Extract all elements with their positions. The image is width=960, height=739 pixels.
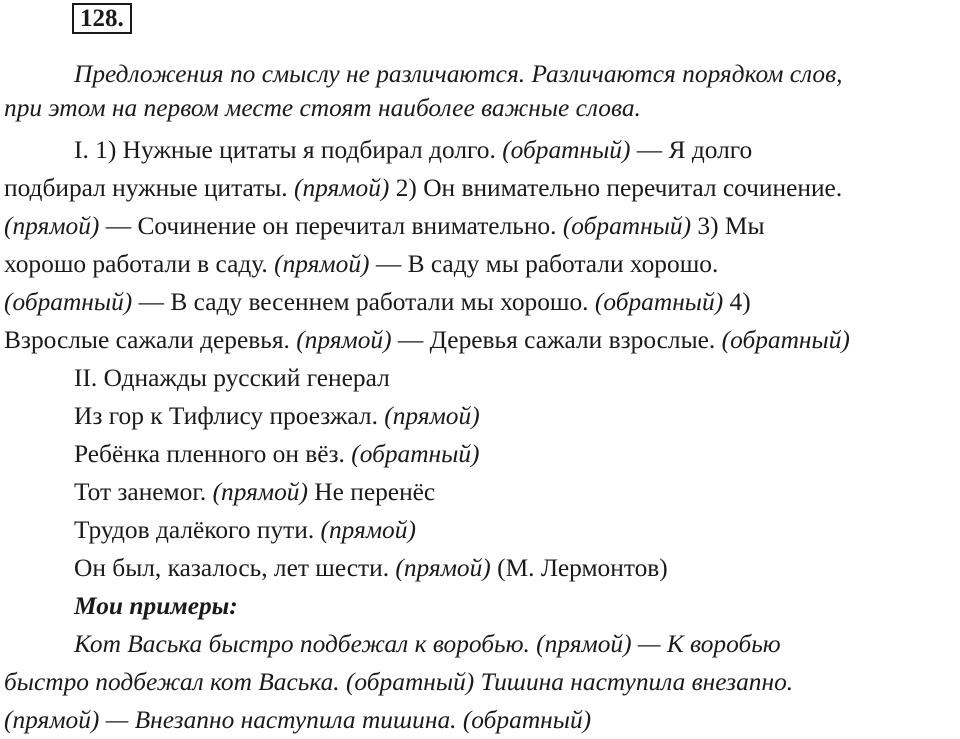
my-examples-line-1: Кот Васька быстро подбежал к воробью. (прямой) — К воробью [74,630,781,658]
part1-line-2-text-c: 2) Он внимательно перечитал сочинение. [389,174,843,202]
part1-line-4-text-a: хорошо работали в саду. [4,250,275,278]
part2-line-2 [74,399,480,433]
part1-line-4 [4,247,718,281]
part2-line-1 [74,361,390,395]
intro-line-1: Предложения по смыслу не различаются. Различаются порядком слов, [74,60,843,88]
part1-line-2 [4,171,842,205]
part1-line-3 [4,209,765,243]
part1-line-1-text-c: — Я долго [630,136,753,164]
part1-line-3-text-d: 3) Мы [691,212,765,240]
part2-line-5-label-b: (прямой) [320,516,416,544]
part2-line-1-text-a: II. Однажды русский генерал [74,364,390,392]
my-examples-line-3: (прямой) — Внезапно наступила тишина. (обратный) [4,706,592,734]
part1-line-1-text-a: I. 1) Нужные цитаты я подбирал долго. [74,136,503,164]
part2-line-3-label-b: (обратный) [351,440,480,468]
part2-line-4 [74,475,435,509]
part1-line-6-text-c: — Деревья сажали взрослые. [391,326,722,354]
part2-line-2-text-a: Из гор к Тифлису проезжал. [74,402,385,430]
part1-line-5-label-a: (обратный) [4,288,133,316]
part2-line-5-text-a: Трудов далёкого пути. [74,516,321,544]
part2-line-6-text-c: (М. Лермонтов) [490,554,668,582]
part1-line-3-text-b: — Сочинение он перечитал внимательно. [99,212,563,240]
part1-line-4-label-b: (прямой) [274,250,370,278]
part2-line-4-text-a: Тот занемог. [74,478,213,506]
part2-line-5 [74,513,416,547]
part1-line-3-label-a: (прямой) [4,212,100,240]
part2-line-3-text-a: Ребёнка пленного он вёз. [74,440,352,468]
part1-line-6-label-b: (прямой) [296,326,392,354]
part1-line-2-label-b: (прямой) [293,174,390,202]
part1-line-6-text-a: Взрослые сажали деревья. [4,326,297,354]
part2-line-4-text-c: Не перенёс [307,478,436,506]
my-examples-heading: Мои примеры: [74,592,238,620]
exercise-number: 128. [80,5,124,32]
part1-line-3-label-c: (обратный) [562,212,692,240]
part1-line-1-label-b: (обратный) [502,136,631,164]
part2-line-6-label-b: (прямой) [395,554,491,582]
part1-line-2-text-a: подбирал нужные цитаты. [4,174,294,202]
part2-line-2-label-b: (прямой) [384,402,480,430]
part1-line-1 [74,133,752,167]
part1-line-5-text-d: 4) [723,288,751,316]
part2-line-4-label-b: (прямой) [212,478,308,506]
exercise-number-box [72,3,132,34]
my-examples-line-2: быстро подбежал кот Васька. (обратный) Тишина наступила внезапно. [4,668,794,696]
part1-line-6 [4,323,850,357]
part2-line-6 [74,551,668,585]
part2-line-6-text-a: Он был, казалось, лет шести. [74,554,396,582]
part2-line-3 [74,437,480,471]
part1-line-5 [4,285,751,319]
part1-line-6-label-d: (обратный) [721,326,850,354]
part1-line-5-label-c: (обратный) [594,288,724,316]
intro-line-2: при этом на первом месте стоят наиболее важные слова. [4,94,641,122]
part1-line-4-text-c: — В саду мы работали хорошо. [369,250,719,278]
part1-line-5-text-b: — В саду весеннем работали мы хорошо. [132,288,595,316]
